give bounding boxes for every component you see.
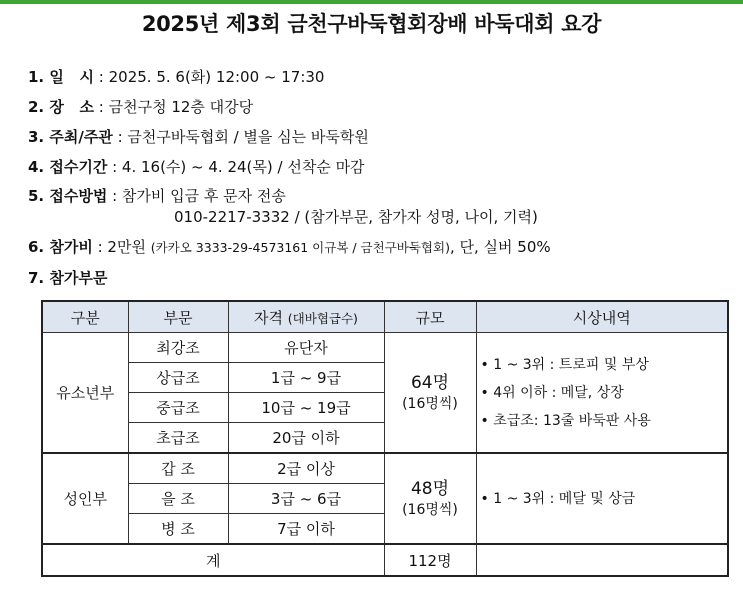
info-host (28, 122, 728, 152)
table-header-row (42, 301, 728, 333)
header-qualification-note: (대바협급수) (287, 310, 358, 326)
info-period-value: : 4. 16(수) ~ 4. 24(목) / 선착순 마감 (107, 158, 365, 176)
youth-scale-cell (384, 333, 476, 454)
qualification-cell: 1급 ~ 9급 (228, 363, 384, 393)
table-row (42, 333, 728, 363)
info-method-value: : 참가비 입금 후 문자 전송 (107, 187, 286, 205)
info-date-label: 1. 일 시 (28, 68, 95, 86)
header-division: 부문 (128, 301, 228, 333)
top-accent-bar (0, 0, 743, 4)
info-list (28, 62, 728, 293)
info-period-label: 4. 접수기간 (28, 158, 108, 176)
header-qualification-label: 자격 (254, 308, 288, 327)
prize-item: • 1 ~ 3위 : 메달 및 상금 (480, 490, 636, 507)
division-cell: 상급조 (128, 363, 228, 393)
youth-group-label: 유소년부 (42, 333, 128, 454)
qualification-cell: 2급 이상 (228, 453, 384, 484)
info-fee-tail: , 단, 실버 50% (449, 238, 551, 256)
info-method-line2: 010-2217-3332 / (참가부문, 참가자 성명, 나이, 기력) (174, 208, 538, 226)
info-place-label: 2. 장 소 (28, 98, 95, 116)
youth-scale-count: 64명 (410, 372, 450, 393)
adult-prize-cell (476, 453, 728, 544)
info-date (28, 62, 728, 92)
division-cell: 중급조 (128, 393, 228, 423)
division-cell: 갑 조 (128, 453, 228, 484)
document-title: 2025년 제3회 금천구바둑협회장배 바둑대회 요강 (141, 12, 602, 36)
header-prizes: 시상내역 (476, 301, 728, 333)
info-fee-value: : 2만원 (92, 238, 151, 256)
youth-prize-cell (476, 333, 728, 454)
info-divisions-label: 7. 참가부문 (28, 269, 108, 287)
adult-scale-count: 48명 (410, 478, 450, 499)
adult-scale-sub: (16명씩) (402, 501, 458, 518)
header-category: 구분 (42, 301, 128, 333)
prize-item: • 초급조: 13줄 바둑판 사용 (480, 412, 651, 429)
header-scale: 규모 (384, 301, 476, 333)
info-place (28, 92, 728, 122)
adult-scale-cell (384, 453, 476, 544)
prize-item: • 4위 이하 : 메달, 상장 (480, 384, 624, 401)
info-place-value: : 금천구청 12층 대강당 (94, 98, 254, 116)
info-host-label: 3. 주최/주관 (28, 128, 113, 146)
division-table (41, 300, 729, 577)
info-date-value: : 2025. 5. 6(화) 12:00 ~ 17:30 (94, 68, 325, 86)
info-divisions (28, 263, 728, 293)
total-row (42, 544, 728, 576)
info-fee-label: 6. 참가비 (28, 238, 93, 256)
division-cell: 병 조 (128, 514, 228, 545)
division-cell: 초급조 (128, 423, 228, 454)
header-qualification (228, 301, 384, 333)
info-fee-account: (카카오 3333-29-4573161 이규복 / 금천구바둑협회) (150, 240, 450, 255)
total-scale: 112명 (384, 544, 476, 576)
division-cell: 최강조 (128, 333, 228, 363)
youth-scale-sub: (16명씩) (402, 395, 458, 412)
adult-group-label: 성인부 (42, 453, 128, 544)
info-period (28, 152, 728, 182)
qualification-cell: 유단자 (228, 333, 384, 363)
total-empty (476, 544, 728, 576)
qualification-cell: 20급 이하 (228, 423, 384, 454)
division-cell: 을 조 (128, 484, 228, 514)
total-label: 계 (42, 544, 384, 576)
qualification-cell: 3급 ~ 6급 (228, 484, 384, 514)
info-method (28, 182, 728, 228)
info-host-value: : 금천구바둑협회 / 별을 심는 바둑학원 (112, 128, 369, 146)
info-method-label: 5. 접수방법 (28, 187, 108, 205)
qualification-cell: 7급 이하 (228, 514, 384, 545)
qualification-cell: 10급 ~ 19급 (228, 393, 384, 423)
table-row (42, 453, 728, 484)
info-fee (28, 228, 728, 263)
prize-item: • 1 ~ 3위 : 트로피 및 부상 (480, 356, 649, 373)
